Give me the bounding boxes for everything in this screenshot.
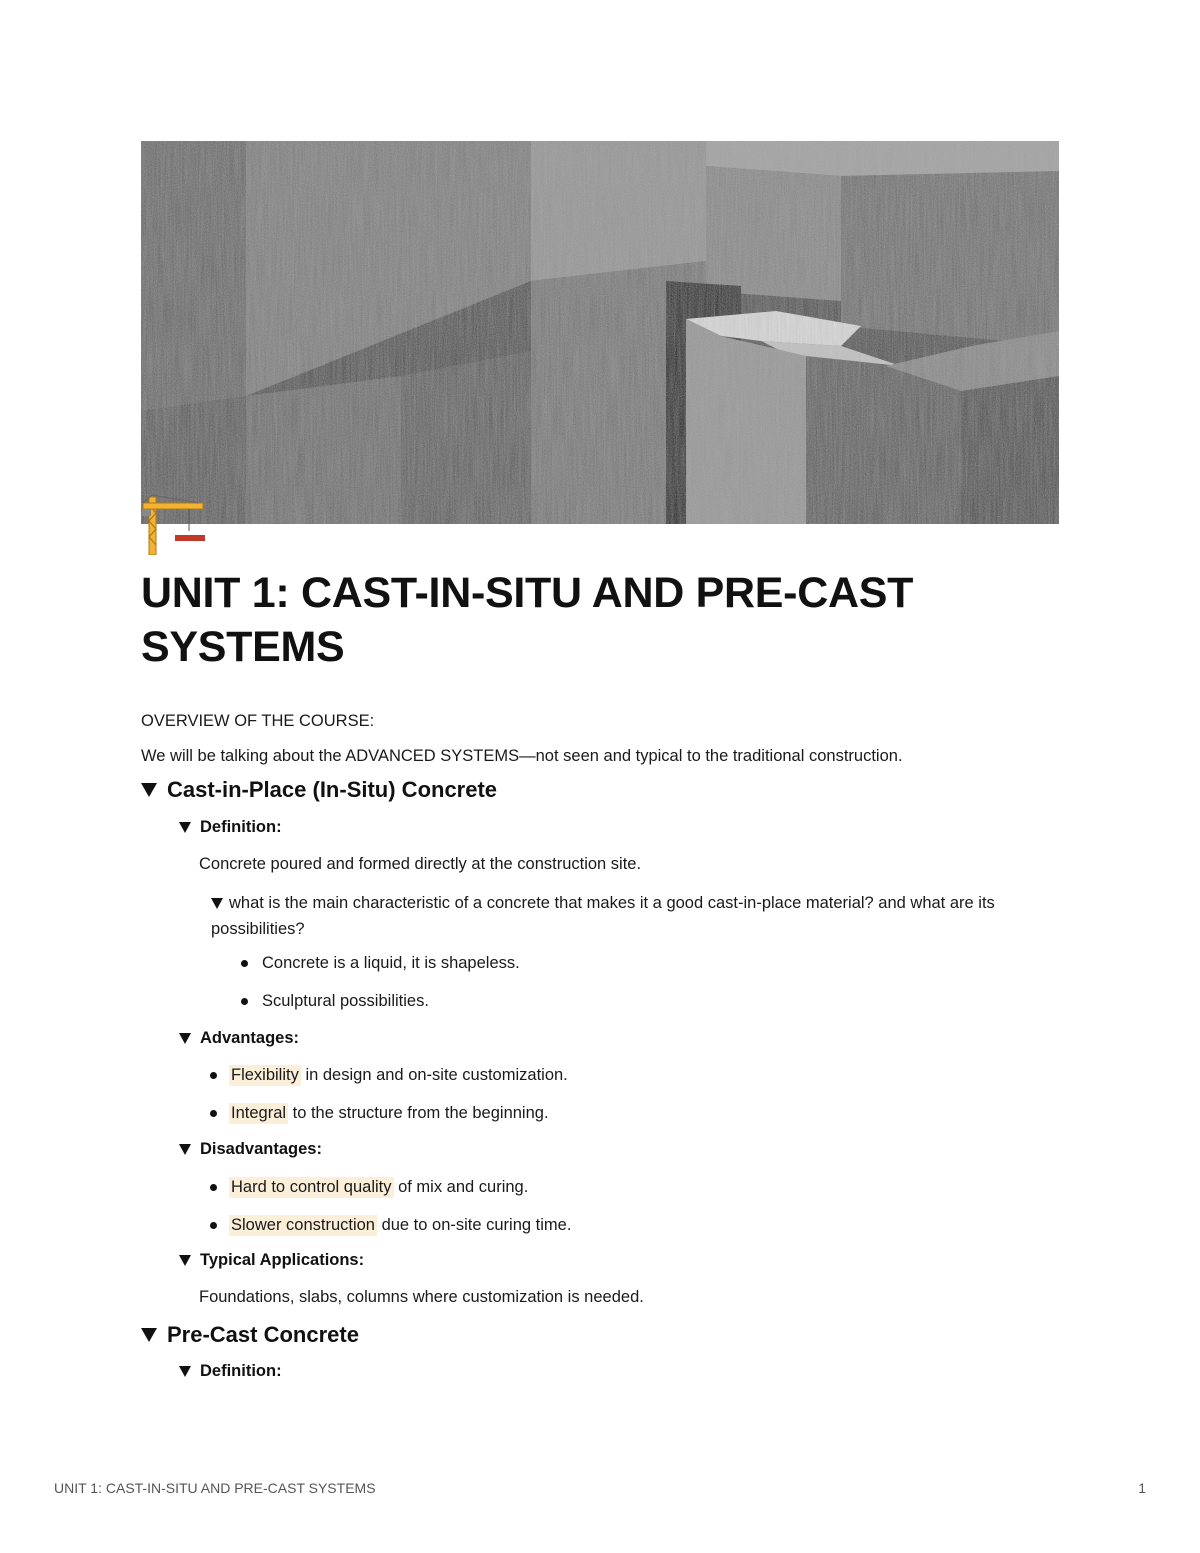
footer-title: UNIT 1: CAST-IN-SITU AND PRE-CAST SYSTEMS (54, 1480, 376, 1496)
bullet-icon (210, 1222, 217, 1229)
definition-text: Concrete poured and formed directly at the construction site. (199, 855, 642, 873)
cover-image (141, 141, 1059, 524)
list-item: Hard to control quality of mix and curing. (210, 1177, 528, 1198)
page-title: UNIT 1: CAST-IN-SITU AND PRE-CAST SYSTEMS (141, 569, 914, 671)
section-heading-cast-in-place: Cast-in-Place (In-Situ) Concrete (167, 777, 498, 802)
toggle-triangle-icon (179, 1255, 191, 1266)
toggle-triangle-icon (141, 783, 157, 797)
applications-label: Typical Applications: (200, 1251, 365, 1269)
list-item: Integral to the structure from the beginning. (210, 1103, 549, 1124)
bullet-icon (210, 1184, 217, 1191)
page-number: 1 (1138, 1480, 1146, 1496)
disadvantages-label: Disadvantages: (200, 1140, 322, 1158)
highlight: Slower construction (231, 1216, 375, 1234)
toggle-triangle-icon (179, 1144, 191, 1155)
toggle-triangle-icon (141, 1328, 157, 1342)
overview-text: We will be talking about the ADVANCED SYSTEMS—not seen and typical to the traditional construction. (141, 747, 903, 765)
toggle-triangle-icon (179, 822, 191, 833)
toggle-question[interactable] (211, 890, 1061, 942)
section-heading-pre-cast: Pre-Cast Concrete (167, 1322, 359, 1347)
bullet-icon (241, 960, 248, 967)
advantages-label: Advantages: (200, 1029, 300, 1047)
bullet-icon (241, 998, 248, 1005)
toggle-triangle-icon (179, 1366, 191, 1377)
toggle-disadvantages[interactable] (179, 1140, 322, 1159)
question-text: what is the main characteristic of a concrete that makes it a good cast-in-place material? and what are its possibilities? (211, 894, 995, 938)
list-item: Concrete is a liquid, it is shapeless. (241, 954, 520, 973)
highlight: Flexibility (231, 1066, 299, 1084)
toggle-typical-applications[interactable] (179, 1251, 364, 1270)
toggle-triangle-icon (211, 898, 223, 909)
pre-cast-definition-label: Definition: (200, 1362, 282, 1380)
definition-label: Definition: (200, 818, 282, 836)
toggle-pre-cast[interactable] (141, 1322, 359, 1348)
applications-text: Foundations, slabs, columns where customization is needed. (199, 1288, 644, 1306)
list-item: Flexibility in design and on-site customization. (210, 1065, 568, 1086)
construction-crane-icon (141, 493, 207, 555)
bullet-icon (210, 1072, 217, 1079)
toggle-advantages[interactable] (179, 1029, 299, 1048)
toggle-pre-cast-definition[interactable] (179, 1362, 282, 1381)
highlight: Integral (231, 1104, 287, 1122)
list-item: Sculptural possibilities. (241, 992, 429, 1011)
list-item: Slower construction due to on-site curing time. (210, 1215, 571, 1236)
highlight: Hard to control quality (231, 1178, 392, 1196)
overview-label: OVERVIEW OF THE COURSE: (141, 712, 375, 730)
toggle-definition[interactable] (179, 818, 282, 837)
toggle-cast-in-place[interactable] (141, 777, 497, 803)
bullet-icon (210, 1110, 217, 1117)
toggle-triangle-icon (179, 1033, 191, 1044)
